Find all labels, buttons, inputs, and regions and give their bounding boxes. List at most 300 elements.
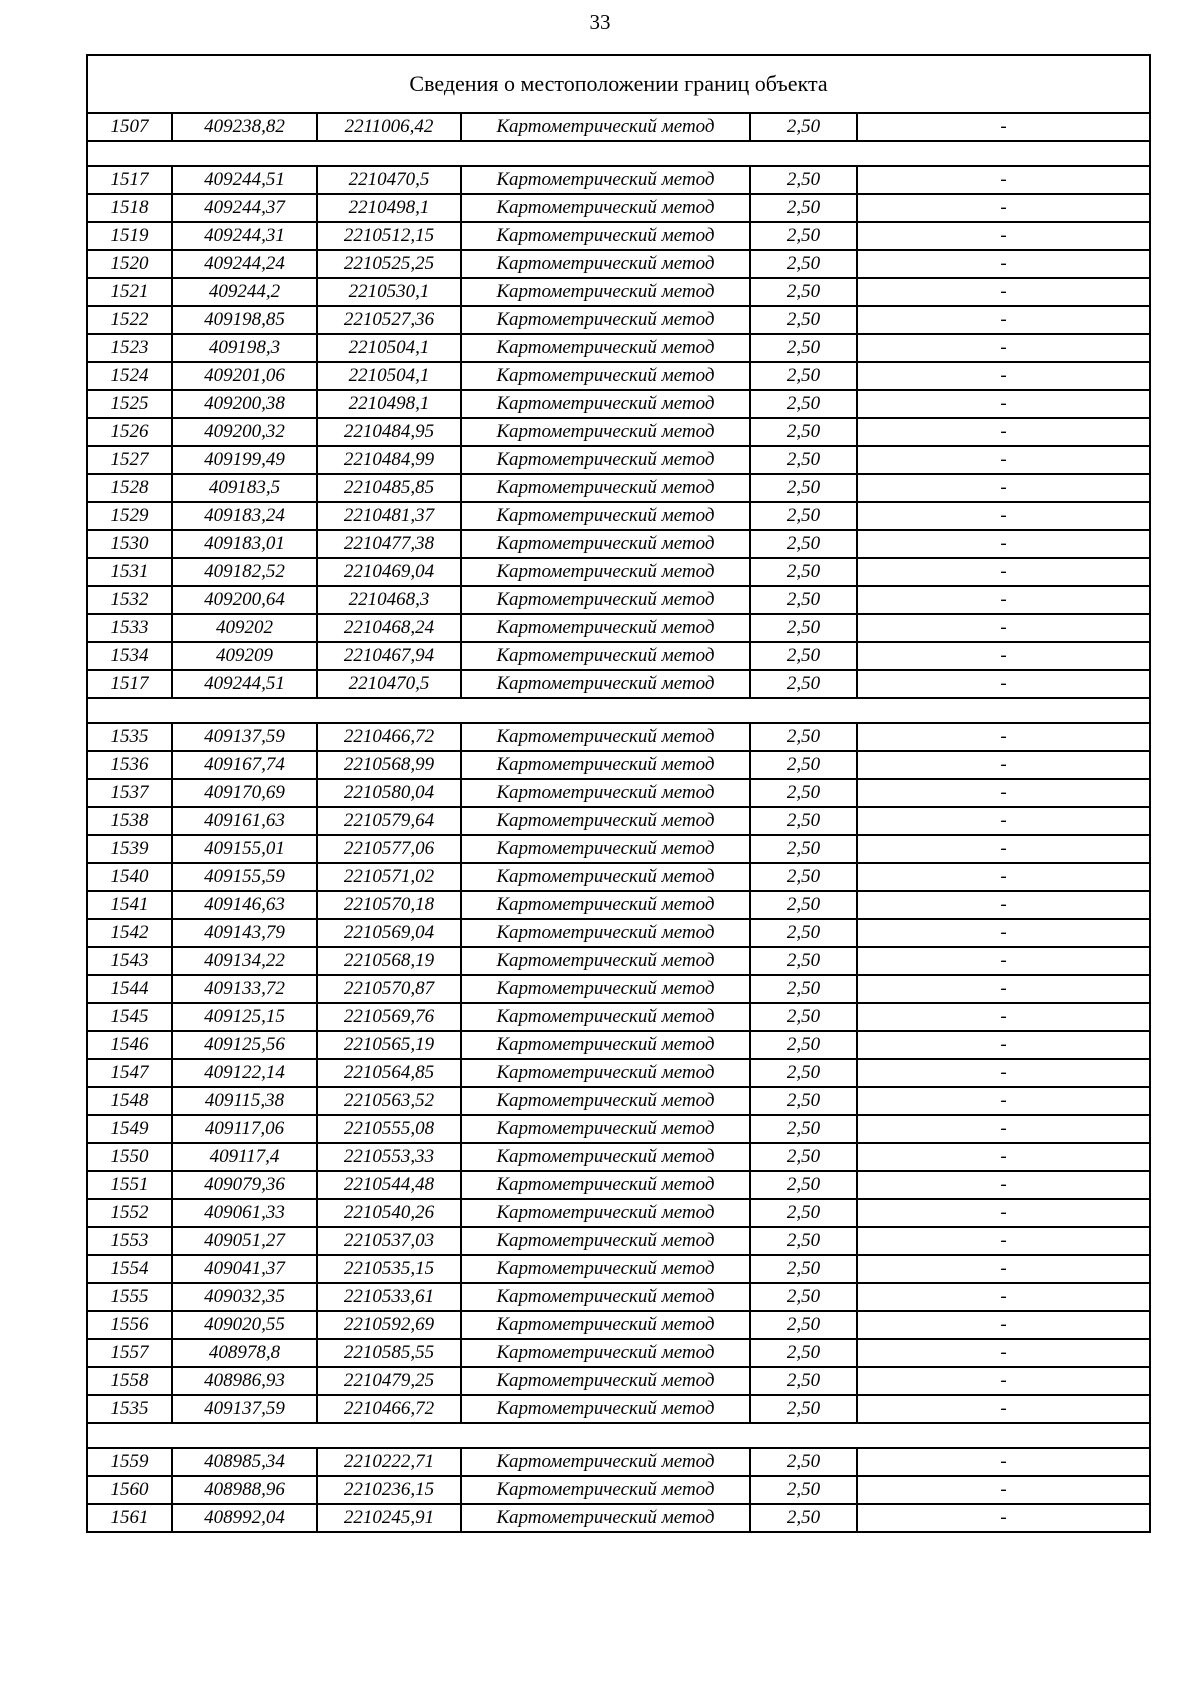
method-cell: Картометрический метод <box>461 723 750 751</box>
x-coordinate-cell: 408992,04 <box>172 1504 317 1532</box>
point-number-cell: 1521 <box>87 278 172 306</box>
accuracy-cell: 2,50 <box>750 194 857 222</box>
point-number-cell: 1517 <box>87 670 172 698</box>
table-row <box>87 1087 1150 1115</box>
point-number-cell: 1518 <box>87 194 172 222</box>
note-cell: - <box>857 1031 1150 1059</box>
note-cell: - <box>857 1255 1150 1283</box>
point-number-cell: 1553 <box>87 1227 172 1255</box>
note-cell: - <box>857 1227 1150 1255</box>
method-cell: Картометрический метод <box>461 1367 750 1395</box>
method-cell: Картометрический метод <box>461 919 750 947</box>
note-cell: - <box>857 1395 1150 1423</box>
y-coordinate-cell: 2210592,69 <box>317 1311 461 1339</box>
table-row <box>87 334 1150 362</box>
note-cell: - <box>857 1504 1150 1532</box>
table-row <box>87 891 1150 919</box>
point-number-cell: 1542 <box>87 919 172 947</box>
note-cell: - <box>857 1283 1150 1311</box>
accuracy-cell: 2,50 <box>750 558 857 586</box>
x-coordinate-cell: 409209 <box>172 642 317 670</box>
point-number-cell: 1552 <box>87 1199 172 1227</box>
point-number-cell: 1547 <box>87 1059 172 1087</box>
note-cell: - <box>857 1171 1150 1199</box>
method-cell: Картометрический метод <box>461 1143 750 1171</box>
x-coordinate-cell: 409244,31 <box>172 222 317 250</box>
point-number-cell: 1527 <box>87 446 172 474</box>
table-row <box>87 1339 1150 1367</box>
note-cell: - <box>857 446 1150 474</box>
note-cell: - <box>857 278 1150 306</box>
y-coordinate-cell: 2210525,25 <box>317 250 461 278</box>
y-coordinate-cell: 2210568,99 <box>317 751 461 779</box>
accuracy-cell: 2,50 <box>750 1476 857 1504</box>
method-cell: Картометрический метод <box>461 113 750 141</box>
x-coordinate-cell: 409200,64 <box>172 586 317 614</box>
x-coordinate-cell: 409202 <box>172 614 317 642</box>
table-row <box>87 670 1150 698</box>
point-number-cell: 1545 <box>87 1003 172 1031</box>
x-coordinate-cell: 409244,37 <box>172 194 317 222</box>
method-cell: Картометрический метод <box>461 278 750 306</box>
note-cell: - <box>857 642 1150 670</box>
x-coordinate-cell: 409155,59 <box>172 863 317 891</box>
point-number-cell: 1534 <box>87 642 172 670</box>
point-number-cell: 1529 <box>87 502 172 530</box>
accuracy-cell: 2,50 <box>750 614 857 642</box>
x-coordinate-cell: 409201,06 <box>172 362 317 390</box>
method-cell: Картометрический метод <box>461 1448 750 1476</box>
accuracy-cell: 2,50 <box>750 1199 857 1227</box>
point-number-cell: 1561 <box>87 1504 172 1532</box>
table-row <box>87 194 1150 222</box>
x-coordinate-cell: 409161,63 <box>172 807 317 835</box>
y-coordinate-cell: 2210530,1 <box>317 278 461 306</box>
x-coordinate-cell: 408985,34 <box>172 1448 317 1476</box>
method-cell: Картометрический метод <box>461 1339 750 1367</box>
y-coordinate-cell: 2210577,06 <box>317 835 461 863</box>
accuracy-cell: 2,50 <box>750 278 857 306</box>
point-number-cell: 1550 <box>87 1143 172 1171</box>
accuracy-cell: 2,50 <box>750 390 857 418</box>
y-coordinate-cell: 2210466,72 <box>317 1395 461 1423</box>
x-coordinate-cell: 409122,14 <box>172 1059 317 1087</box>
y-coordinate-cell: 2210540,26 <box>317 1199 461 1227</box>
note-cell: - <box>857 835 1150 863</box>
point-number-cell: 1536 <box>87 751 172 779</box>
point-number-cell: 1520 <box>87 250 172 278</box>
point-number-cell: 1525 <box>87 390 172 418</box>
note-cell: - <box>857 1339 1150 1367</box>
y-coordinate-cell: 2210477,38 <box>317 530 461 558</box>
separator-cell <box>87 141 1150 166</box>
table-row <box>87 1367 1150 1395</box>
y-coordinate-cell: 2210467,94 <box>317 642 461 670</box>
accuracy-cell: 2,50 <box>750 1255 857 1283</box>
y-coordinate-cell: 2210512,15 <box>317 222 461 250</box>
accuracy-cell: 2,50 <box>750 642 857 670</box>
table-row <box>87 113 1150 141</box>
method-cell: Картометрический метод <box>461 530 750 558</box>
table-row <box>87 642 1150 670</box>
point-number-cell: 1528 <box>87 474 172 502</box>
accuracy-cell: 2,50 <box>750 919 857 947</box>
y-coordinate-cell: 2210469,04 <box>317 558 461 586</box>
separator-cell <box>87 698 1150 723</box>
y-coordinate-cell: 2210468,3 <box>317 586 461 614</box>
y-coordinate-cell: 2210568,19 <box>317 947 461 975</box>
method-cell: Картометрический метод <box>461 1003 750 1031</box>
method-cell: Картометрический метод <box>461 891 750 919</box>
y-coordinate-cell: 2210527,36 <box>317 306 461 334</box>
x-coordinate-cell: 409244,24 <box>172 250 317 278</box>
y-coordinate-cell: 2210563,52 <box>317 1087 461 1115</box>
accuracy-cell: 2,50 <box>750 1283 857 1311</box>
x-coordinate-cell: 409134,22 <box>172 947 317 975</box>
table-row <box>87 947 1150 975</box>
accuracy-cell: 2,50 <box>750 113 857 141</box>
accuracy-cell: 2,50 <box>750 863 857 891</box>
table-row <box>87 558 1150 586</box>
method-cell: Картометрический метод <box>461 835 750 863</box>
accuracy-cell: 2,50 <box>750 1395 857 1423</box>
point-number-cell: 1555 <box>87 1283 172 1311</box>
x-coordinate-cell: 409020,55 <box>172 1311 317 1339</box>
note-cell: - <box>857 779 1150 807</box>
x-coordinate-cell: 409079,36 <box>172 1171 317 1199</box>
x-coordinate-cell: 409183,5 <box>172 474 317 502</box>
y-coordinate-cell: 2210569,04 <box>317 919 461 947</box>
method-cell: Картометрический метод <box>461 1115 750 1143</box>
point-number-cell: 1541 <box>87 891 172 919</box>
x-coordinate-cell: 409200,32 <box>172 418 317 446</box>
method-cell: Картометрический метод <box>461 474 750 502</box>
table-row <box>87 530 1150 558</box>
y-coordinate-cell: 2210580,04 <box>317 779 461 807</box>
table-row <box>87 975 1150 1003</box>
y-coordinate-cell: 2210504,1 <box>317 334 461 362</box>
point-number-cell: 1526 <box>87 418 172 446</box>
note-cell: - <box>857 306 1150 334</box>
method-cell: Картометрический метод <box>461 502 750 530</box>
accuracy-cell: 2,50 <box>750 1003 857 1031</box>
y-coordinate-cell: 2210466,72 <box>317 723 461 751</box>
method-cell: Картометрический метод <box>461 306 750 334</box>
table-row <box>87 250 1150 278</box>
point-number-cell: 1517 <box>87 166 172 194</box>
note-cell: - <box>857 390 1150 418</box>
method-cell: Картометрический метод <box>461 1227 750 1255</box>
note-cell: - <box>857 1003 1150 1031</box>
x-coordinate-cell: 408978,8 <box>172 1339 317 1367</box>
accuracy-cell: 2,50 <box>750 334 857 362</box>
table-row <box>87 1255 1150 1283</box>
method-cell: Картометрический метод <box>461 670 750 698</box>
method-cell: Картометрический метод <box>461 194 750 222</box>
point-number-cell: 1531 <box>87 558 172 586</box>
y-coordinate-cell: 2210498,1 <box>317 390 461 418</box>
method-cell: Картометрический метод <box>461 1476 750 1504</box>
accuracy-cell: 2,50 <box>750 1115 857 1143</box>
note-cell: - <box>857 919 1150 947</box>
x-coordinate-cell: 409198,3 <box>172 334 317 362</box>
point-number-cell: 1560 <box>87 1476 172 1504</box>
point-number-cell: 1554 <box>87 1255 172 1283</box>
point-number-cell: 1519 <box>87 222 172 250</box>
method-cell: Картометрический метод <box>461 751 750 779</box>
point-number-cell: 1530 <box>87 530 172 558</box>
y-coordinate-cell: 2210481,37 <box>317 502 461 530</box>
point-number-cell: 1543 <box>87 947 172 975</box>
note-cell: - <box>857 807 1150 835</box>
point-number-cell: 1535 <box>87 1395 172 1423</box>
note-cell: - <box>857 1311 1150 1339</box>
note-cell: - <box>857 194 1150 222</box>
y-coordinate-cell: 2210564,85 <box>317 1059 461 1087</box>
x-coordinate-cell: 408986,93 <box>172 1367 317 1395</box>
x-coordinate-cell: 409183,01 <box>172 530 317 558</box>
note-cell: - <box>857 891 1150 919</box>
method-cell: Картометрический метод <box>461 222 750 250</box>
group-separator-row <box>87 1423 1150 1448</box>
table-row <box>87 1476 1150 1504</box>
x-coordinate-cell: 409155,01 <box>172 835 317 863</box>
boundary-coordinates-table <box>86 54 1151 1533</box>
y-coordinate-cell: 2210533,61 <box>317 1283 461 1311</box>
table-row <box>87 807 1150 835</box>
y-coordinate-cell: 2210468,24 <box>317 614 461 642</box>
accuracy-cell: 2,50 <box>750 947 857 975</box>
y-coordinate-cell: 2210498,1 <box>317 194 461 222</box>
y-coordinate-cell: 2210553,33 <box>317 1143 461 1171</box>
method-cell: Картометрический метод <box>461 250 750 278</box>
table-row <box>87 1504 1150 1532</box>
table-row <box>87 1059 1150 1087</box>
method-cell: Картометрический метод <box>461 1171 750 1199</box>
method-cell: Картометрический метод <box>461 1395 750 1423</box>
accuracy-cell: 2,50 <box>750 1504 857 1532</box>
y-coordinate-cell: 2210535,15 <box>317 1255 461 1283</box>
table-row <box>87 418 1150 446</box>
point-number-cell: 1540 <box>87 863 172 891</box>
accuracy-cell: 2,50 <box>750 779 857 807</box>
note-cell: - <box>857 502 1150 530</box>
y-coordinate-cell: 2210555,08 <box>317 1115 461 1143</box>
table-row <box>87 166 1150 194</box>
y-coordinate-cell: 2210485,85 <box>317 474 461 502</box>
method-cell: Картометрический метод <box>461 807 750 835</box>
accuracy-cell: 2,50 <box>750 891 857 919</box>
x-coordinate-cell: 409170,69 <box>172 779 317 807</box>
x-coordinate-cell: 409238,82 <box>172 113 317 141</box>
x-coordinate-cell: 409244,51 <box>172 166 317 194</box>
method-cell: Картометрический метод <box>461 1199 750 1227</box>
accuracy-cell: 2,50 <box>750 474 857 502</box>
y-coordinate-cell: 2210570,18 <box>317 891 461 919</box>
table-row <box>87 222 1150 250</box>
group-separator-row <box>87 141 1150 166</box>
method-cell: Картометрический метод <box>461 586 750 614</box>
table-row <box>87 390 1150 418</box>
note-cell: - <box>857 418 1150 446</box>
table-row <box>87 779 1150 807</box>
table-row <box>87 1115 1150 1143</box>
accuracy-cell: 2,50 <box>750 835 857 863</box>
boundary-table-container <box>86 54 1149 1533</box>
x-coordinate-cell: 409146,63 <box>172 891 317 919</box>
table-title: Сведения о местоположении границ объекта <box>87 55 1150 113</box>
accuracy-cell: 2,50 <box>750 502 857 530</box>
x-coordinate-cell: 409041,37 <box>172 1255 317 1283</box>
method-cell: Картометрический метод <box>461 362 750 390</box>
table-row <box>87 362 1150 390</box>
y-coordinate-cell: 2210479,25 <box>317 1367 461 1395</box>
x-coordinate-cell: 409244,2 <box>172 278 317 306</box>
method-cell: Картометрический метод <box>461 558 750 586</box>
accuracy-cell: 2,50 <box>750 1087 857 1115</box>
table-row <box>87 586 1150 614</box>
accuracy-cell: 2,50 <box>750 1227 857 1255</box>
accuracy-cell: 2,50 <box>750 1367 857 1395</box>
method-cell: Картометрический метод <box>461 947 750 975</box>
note-cell: - <box>857 250 1150 278</box>
table-row <box>87 1311 1150 1339</box>
table-row <box>87 614 1150 642</box>
note-cell: - <box>857 670 1150 698</box>
point-number-cell: 1551 <box>87 1171 172 1199</box>
point-number-cell: 1549 <box>87 1115 172 1143</box>
note-cell: - <box>857 586 1150 614</box>
x-coordinate-cell: 409115,38 <box>172 1087 317 1115</box>
accuracy-cell: 2,50 <box>750 1448 857 1476</box>
table-row <box>87 863 1150 891</box>
accuracy-cell: 2,50 <box>750 807 857 835</box>
point-number-cell: 1533 <box>87 614 172 642</box>
accuracy-cell: 2,50 <box>750 1143 857 1171</box>
x-coordinate-cell: 409167,74 <box>172 751 317 779</box>
accuracy-cell: 2,50 <box>750 362 857 390</box>
note-cell: - <box>857 474 1150 502</box>
point-number-cell: 1559 <box>87 1448 172 1476</box>
separator-cell <box>87 1423 1150 1448</box>
y-coordinate-cell: 2210484,95 <box>317 418 461 446</box>
y-coordinate-cell: 2210571,02 <box>317 863 461 891</box>
x-coordinate-cell: 409198,85 <box>172 306 317 334</box>
x-coordinate-cell: 409244,51 <box>172 670 317 698</box>
note-cell: - <box>857 362 1150 390</box>
table-row <box>87 502 1150 530</box>
method-cell: Картометрический метод <box>461 1255 750 1283</box>
method-cell: Картометрический метод <box>461 863 750 891</box>
table-row <box>87 306 1150 334</box>
x-coordinate-cell: 409125,15 <box>172 1003 317 1031</box>
method-cell: Картометрический метод <box>461 446 750 474</box>
note-cell: - <box>857 751 1150 779</box>
x-coordinate-cell: 409143,79 <box>172 919 317 947</box>
x-coordinate-cell: 409182,52 <box>172 558 317 586</box>
method-cell: Картометрический метод <box>461 1031 750 1059</box>
y-coordinate-cell: 2210579,64 <box>317 807 461 835</box>
y-coordinate-cell: 2210236,15 <box>317 1476 461 1504</box>
note-cell: - <box>857 614 1150 642</box>
note-cell: - <box>857 975 1150 1003</box>
note-cell: - <box>857 863 1150 891</box>
x-coordinate-cell: 409199,49 <box>172 446 317 474</box>
method-cell: Картометрический метод <box>461 614 750 642</box>
x-coordinate-cell: 409061,33 <box>172 1199 317 1227</box>
point-number-cell: 1522 <box>87 306 172 334</box>
table-row <box>87 1283 1150 1311</box>
table-row <box>87 1448 1150 1476</box>
y-coordinate-cell: 2210470,5 <box>317 670 461 698</box>
accuracy-cell: 2,50 <box>750 1339 857 1367</box>
accuracy-cell: 2,50 <box>750 1311 857 1339</box>
table-row <box>87 1003 1150 1031</box>
note-cell: - <box>857 1367 1150 1395</box>
note-cell: - <box>857 166 1150 194</box>
y-coordinate-cell: 2210504,1 <box>317 362 461 390</box>
note-cell: - <box>857 1448 1150 1476</box>
point-number-cell: 1535 <box>87 723 172 751</box>
x-coordinate-cell: 409137,59 <box>172 1395 317 1423</box>
table-row <box>87 751 1150 779</box>
table-row <box>87 278 1150 306</box>
note-cell: - <box>857 1115 1150 1143</box>
table-row <box>87 919 1150 947</box>
note-cell: - <box>857 947 1150 975</box>
table-title-row <box>87 55 1150 113</box>
method-cell: Картометрический метод <box>461 642 750 670</box>
method-cell: Картометрический метод <box>461 1311 750 1339</box>
accuracy-cell: 2,50 <box>750 670 857 698</box>
y-coordinate-cell: 2210570,87 <box>317 975 461 1003</box>
accuracy-cell: 2,50 <box>750 1031 857 1059</box>
note-cell: - <box>857 1476 1150 1504</box>
accuracy-cell: 2,50 <box>750 306 857 334</box>
x-coordinate-cell: 409183,24 <box>172 502 317 530</box>
method-cell: Картометрический метод <box>461 1087 750 1115</box>
table-row <box>87 1143 1150 1171</box>
table-row <box>87 1199 1150 1227</box>
y-coordinate-cell: 2210470,5 <box>317 166 461 194</box>
accuracy-cell: 2,50 <box>750 222 857 250</box>
note-cell: - <box>857 723 1150 751</box>
y-coordinate-cell: 2210222,71 <box>317 1448 461 1476</box>
table-row <box>87 1227 1150 1255</box>
accuracy-cell: 2,50 <box>750 1171 857 1199</box>
y-coordinate-cell: 2210565,19 <box>317 1031 461 1059</box>
x-coordinate-cell: 409125,56 <box>172 1031 317 1059</box>
accuracy-cell: 2,50 <box>750 1059 857 1087</box>
note-cell: - <box>857 1199 1150 1227</box>
note-cell: - <box>857 334 1150 362</box>
point-number-cell: 1523 <box>87 334 172 362</box>
y-coordinate-cell: 2210569,76 <box>317 1003 461 1031</box>
note-cell: - <box>857 1059 1150 1087</box>
table-row <box>87 1395 1150 1423</box>
method-cell: Картометрический метод <box>461 418 750 446</box>
point-number-cell: 1548 <box>87 1087 172 1115</box>
point-number-cell: 1507 <box>87 113 172 141</box>
note-cell: - <box>857 1087 1150 1115</box>
point-number-cell: 1557 <box>87 1339 172 1367</box>
y-coordinate-cell: 2210484,99 <box>317 446 461 474</box>
accuracy-cell: 2,50 <box>750 586 857 614</box>
x-coordinate-cell: 409137,59 <box>172 723 317 751</box>
note-cell: - <box>857 530 1150 558</box>
table-row <box>87 446 1150 474</box>
accuracy-cell: 2,50 <box>750 723 857 751</box>
